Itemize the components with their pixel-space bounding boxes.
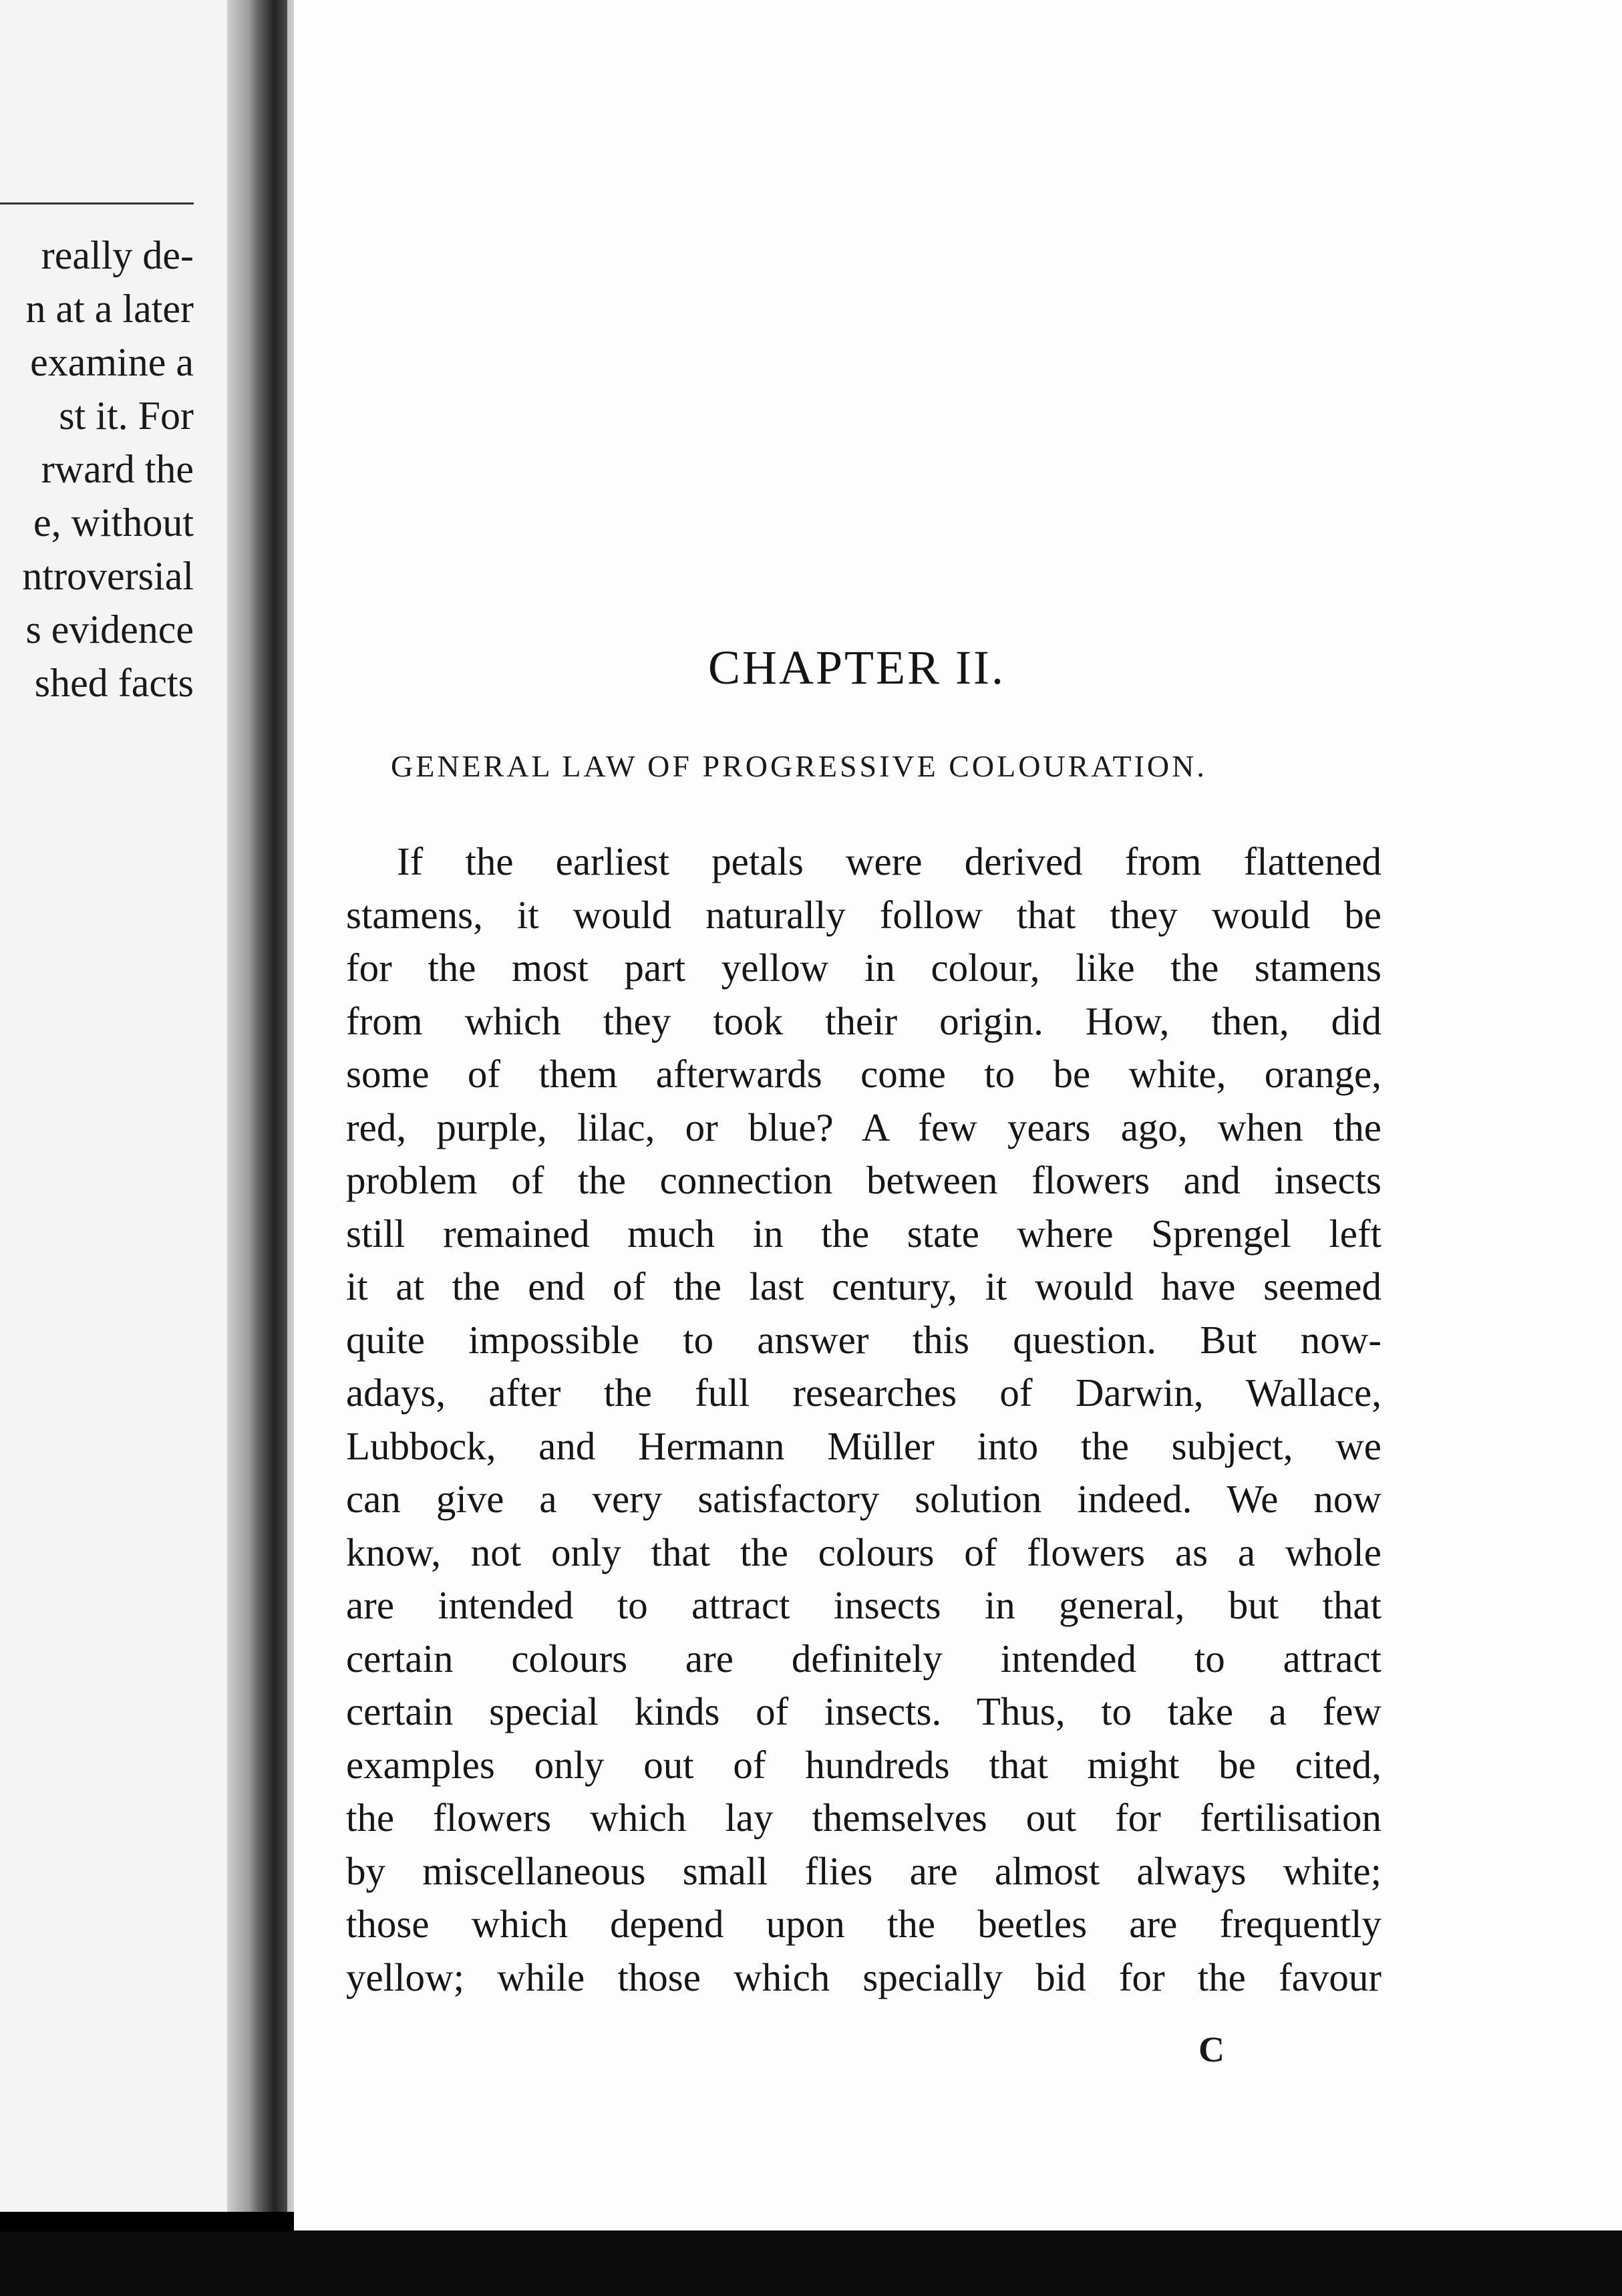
body-line: red, purple, lilac, or blue? A few years ago, when the [346, 1105, 1382, 1149]
left-line: s evidence [25, 607, 194, 652]
signature-mark: C [1198, 2029, 1225, 2069]
body-line: from which they took their origin. How, then, did [346, 998, 1382, 1043]
book-spine-shadow [262, 0, 287, 2212]
body-line: can give a very satisfactory solution indeed. We now [346, 1477, 1382, 1521]
body-line: know, not only that the colours of flowers as a whole [346, 1530, 1382, 1574]
body-text [346, 835, 1382, 2004]
chapter-title: CHAPTER II. [708, 641, 1005, 694]
body-line: quite impossible to answer this question. But now- [346, 1317, 1382, 1362]
body-line: stamens, it would naturally follow that they would be [346, 892, 1382, 937]
left-line: examine a [30, 340, 194, 384]
body-line: If the earliest petals were derived from flattened [397, 839, 1382, 883]
body-line: certain special kinds of insects. Thus, to take a few [346, 1689, 1382, 1733]
body-line: those which depend upon the beetles are frequently [346, 1902, 1382, 1946]
left-line: rward the [41, 447, 194, 491]
chapter-subtitle: GENERAL LAW OF PROGRESSIVE COLOURATION. [391, 749, 1207, 783]
left-page-rule [0, 202, 194, 204]
left-line: shed facts [34, 661, 194, 705]
body-line: are intended to attract insects in general, but that [346, 1583, 1382, 1627]
left-line: e, without [33, 500, 194, 545]
left-line: n at a later [25, 287, 194, 331]
scan-bottom-edge [0, 2232, 1622, 2296]
left-line: ntroversial [22, 554, 194, 598]
left-line: st it. For [59, 394, 194, 438]
body-line: problem of the connection between flowers and insects [346, 1158, 1382, 1202]
body-line: some of them afterwards come to be white, orange, [346, 1052, 1382, 1096]
body-line: Lubbock, and Hermann Müller into the subject, we [346, 1423, 1382, 1468]
body-line: the flowers which lay themselves out for fertilisation [346, 1796, 1382, 1840]
body-line: yellow; while those which specially bid for the favour [346, 1955, 1382, 1999]
left-line: really de- [41, 233, 194, 277]
body-line: by miscellaneous small flies are almost always white; [346, 1848, 1382, 1893]
left-page-text [0, 229, 194, 710]
body-line: adays, after the full researches of Darwin, Wallace, [346, 1371, 1382, 1415]
left-page [0, 0, 234, 2212]
body-line: it at the end of the last century, it would have seemed [346, 1264, 1382, 1308]
body-line: still remained much in the state where Sprengel left [346, 1211, 1382, 1256]
body-line: examples only out of hundreds that might be cited, [346, 1742, 1382, 1787]
body-line: certain colours are definitely intended to attract [346, 1636, 1382, 1681]
body-line: for the most part yellow in colour, like the stamens [346, 946, 1382, 990]
